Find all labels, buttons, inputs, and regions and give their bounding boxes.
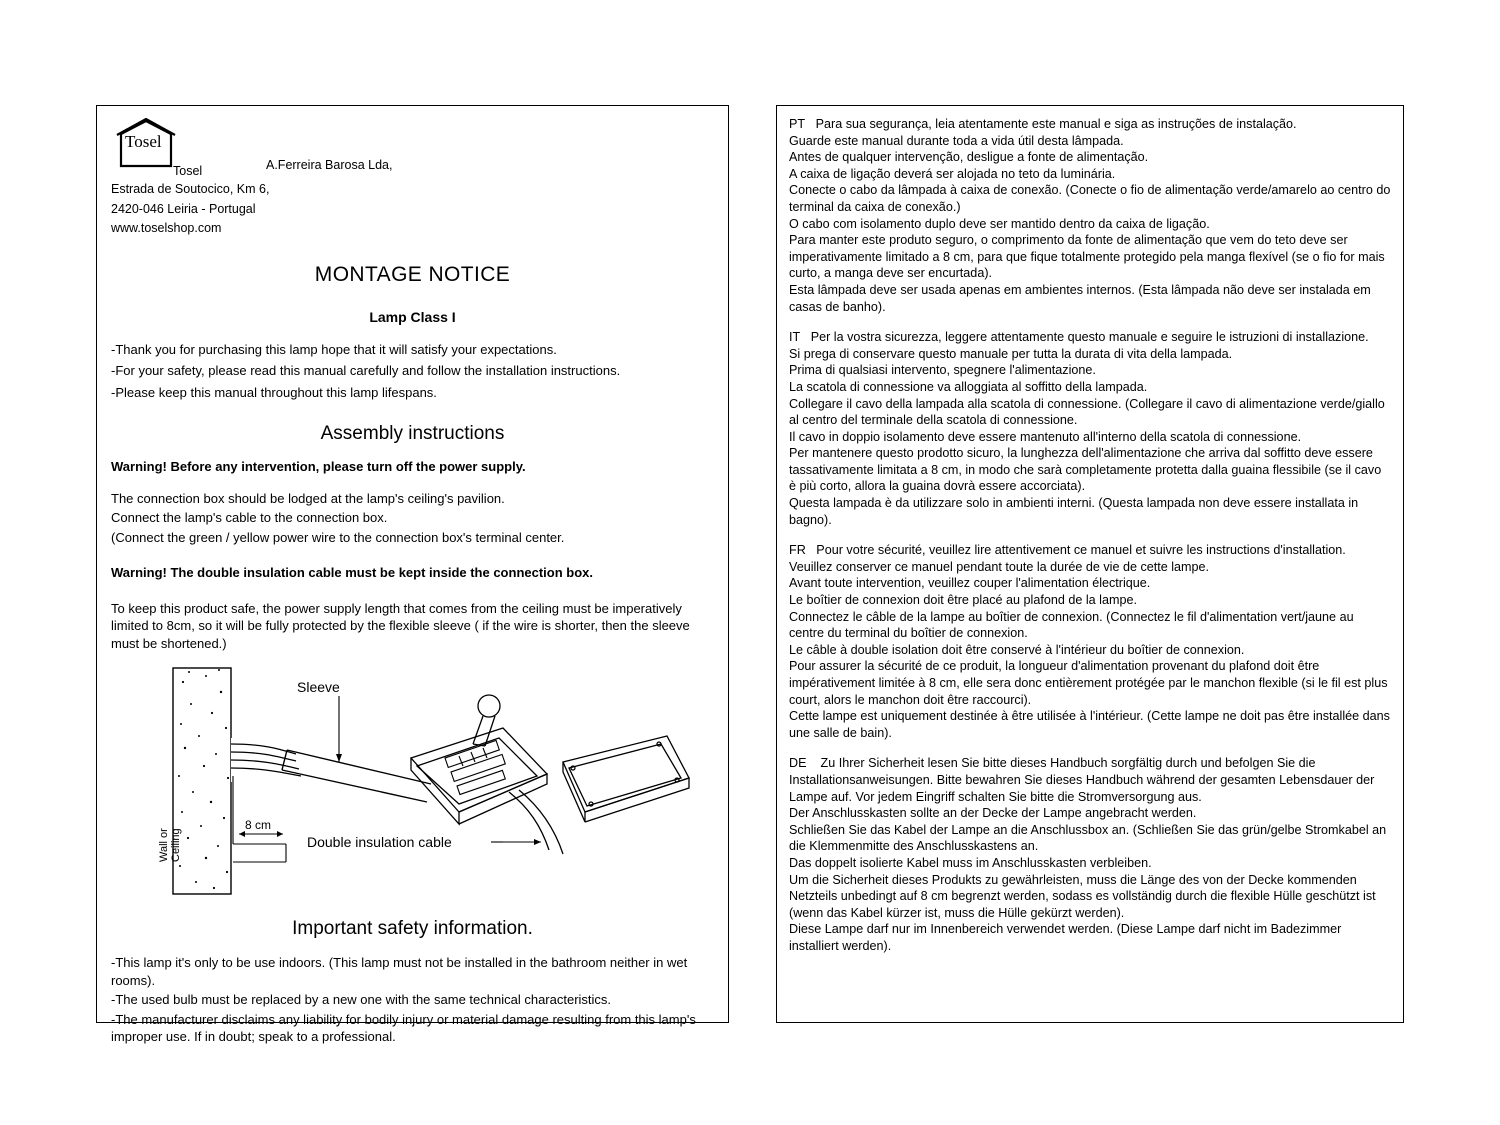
de-line-1 — [789, 755, 1391, 805]
pt-line-4: A caixa de ligação deverá ser alojada no teto da luminária. — [789, 166, 1116, 181]
pt-line-8: Esta lâmpada deve ser usada apenas em ambientes internos. (Esta lâmpada não deve ser instalada em casas de banho). — [789, 282, 1371, 314]
pt-text-1: Para sua segurança, leia atentamente este manual e siga as instruções de instalação. — [815, 117, 1297, 131]
safety-heading: Important safety information. — [292, 918, 533, 939]
wall-ceiling-label-2: Ceiling — [170, 828, 182, 862]
pt-line-2: Guarde este manual durante toda a vida útil desta lâmpada. — [789, 133, 1124, 148]
left-page-panel — [96, 105, 729, 1044]
assembly-heading: Assembly instructions — [320, 423, 505, 444]
fr-line-4: Connectez le câble de la lampe au boîtier de connexion. (Connectez le fil d'alimentation vert/jaune au centre du terminal du boîtier de connexion. — [789, 609, 1354, 641]
note-power-length: To keep this product safe, the power supply length that comes from the ceiling must be imperatively limited to 8cm, so it will be fully protected by the flexible sleeve ( if the wire is shorter, then the sleeve must be shortened.) — [111, 600, 690, 651]
intro-line-2: -For your safety, please read this manual carefully and follow the installation instructions. — [111, 363, 621, 378]
pt-line-6: O cabo com isolamento duplo deve ser mantido dentro da caixa de ligação. — [789, 216, 1210, 231]
pt-line-7: Para manter este produto seguro, o comprimento da fonte de alimentação que vem do teto deve ser imperativamente limitado a 8 cm, para que fique totalmente protegido pela manga flexível (se o fio for mais curto, a manga deve ser encurtada). — [789, 233, 1385, 281]
fr-line-7: Cette lampe est uniquement destinée à être utilisée à l'intérieur. (Cette lampe ne doit pas être installée dans une salle de bain). — [789, 709, 1390, 740]
it-text-1: Per la vostra sicurezza, leggere attentamente questo manuale e seguire le istruzioni di installazione. — [810, 330, 1369, 345]
logo-inner-text: Tosel — [125, 132, 162, 151]
address-line-1: Estrada de Soutocico, Km 6, — [111, 182, 270, 196]
measure-label: 8 cm — [245, 818, 272, 832]
de-text-1: Zu Ihrer Sicherheit lesen Sie bitte dieses Handbuch sorgfältig durch und befolgen Sie die Installationsanweisungen. Bitte bewahren Sie dieses Handbuch während der gesamten Lebensdauer der Lampe auf. Vor jedem Eingriff schalten Sie bitte die Stromversorgung aus. — [789, 756, 1375, 804]
pt-line-3: Antes de qualquer intervenção, desligue a fonte de alimentação. — [789, 150, 1149, 165]
right-page-panel — [776, 105, 1404, 1023]
it-line-4: La scatola di connessione va alloggiata al soffitto della lampada. — [789, 379, 1148, 394]
fr-line-6: Pour assurer la sécurité de ce produit, la longueur d'alimentation provenant du plafond doit être impérativement limitée à 8 cm, elle sera donc entièrement protégée par le manchon flexible (si le fil est plus court, alors le manchon doit être raccourci). — [789, 659, 1388, 707]
intro-line-1: -Thank you for purchasing this lamp hope that it will satisfy your expectations. — [111, 341, 557, 357]
de-line-6: Diese Lampe darf nur im Innenbereich verwendet werden. (Diese Lampe darf nicht im Badezimmer installiert werden). — [789, 922, 1342, 953]
page-subtitle: Lamp Class I — [369, 308, 456, 325]
step-line-2: Connect the lamp's cable to the connection box. — [111, 510, 388, 525]
it-line-1 — [789, 329, 1391, 346]
de-line-5: Um die Sicherheit dieses Produkts zu gewährleisten, muss die Länge des von der Decke kommenden Netzteils unbedingt auf 8 cm begrenzt werden, sodass es vollständig durch die flexible Hülle geschützt ist (wenn das Kabel kürzer ist, muss die Hülle gekürzt werden). — [789, 872, 1376, 920]
logo-wordmark: Tosel — [173, 164, 203, 178]
assembly-diagram — [111, 666, 714, 898]
it-line-6: Il cavo in doppio isolamento deve essere mantenuto all'interno della scatola di connessione. — [789, 429, 1302, 444]
fr-line-3: Le boîtier de connexion doit être placé au plafond de la lampe. — [789, 593, 1137, 608]
page-title: MONTAGE NOTICE — [314, 262, 511, 286]
fr-language-code: FR — [789, 543, 806, 558]
pt-line-5: Conecte o cabo da lâmpada à caixa de conexão. (Conecte o fio de alimentação verde/amarelo ao centro do terminal da caixa de conexão.) — [789, 183, 1391, 214]
it-line-3: Prima di qualsiasi intervento, spegnere l'alimentazione. — [789, 363, 1096, 378]
de-line-3: Schließen Sie das Kabel der Lampe an die Anschlussbox an. (Schließen Sie das grün/gelbe Stromkabel an die Klemmenmitte des Anschlusskastens an. — [789, 822, 1387, 854]
language-block-pt — [789, 116, 1391, 315]
de-line-2: Der Anschlusskasten sollte an der Decke der Lampe angebracht werden. — [789, 806, 1197, 821]
pt-line-1 — [789, 116, 1391, 133]
it-line-2: Si prega di conservare questo manuale per tutta la durata di vita della lampada. — [789, 346, 1233, 361]
sleeve-label: Sleeve — [297, 679, 340, 695]
fr-line-1 — [789, 542, 1391, 575]
fr-line-5: Le câble à double isolation doit être conservé à l'intérieur du boîtier de connexion. — [789, 642, 1245, 657]
double-insulation-cable-label: Double insulation cable — [307, 834, 452, 850]
it-line-8: Questa lampada è da utilizzare solo in ambienti interni. (Questa lampada non deve essere installata in bagno). — [789, 496, 1359, 527]
assembly-diagram-svg — [111, 666, 711, 898]
address-line-2: 2420-046 Leiria - Portugal — [111, 201, 256, 216]
brand-block — [111, 116, 714, 178]
fr-line-2: Avant toute intervention, veuillez couper l'alimentation électrique. — [789, 576, 1151, 591]
step-line-1: The connection box should be lodged at the lamp's ceiling's pavilion. — [111, 490, 505, 506]
de-language-code: DE — [789, 756, 807, 771]
fr-text-1: Pour votre sécurité, veuillez lire attentivement ce manuel et suivre les instructions d'installation. Veuillez conserver ce manuel pendant toute la durée de vie de cette lampe. — [789, 543, 1346, 574]
website-link[interactable]: www.toselshop.com — [111, 221, 222, 235]
wall-ceiling-label-1: Wall or — [158, 828, 170, 862]
warning-double-insulation: Warning! The double insulation cable must be kept inside the connection box. — [111, 565, 594, 580]
language-block-fr — [789, 542, 1391, 741]
warning-power-supply: Warning! Before any intervention, please turn off the power supply. — [111, 459, 526, 474]
intro-line-3: -Please keep this manual throughout this lamp lifespans. — [111, 384, 437, 400]
safety-line-3: -The manufacturer disclaims any liability for bodily injury or material damage resulting from this lamp's improper use. If in doubt; speak to a professional. — [111, 1011, 696, 1044]
it-line-5: Collegare il cavo della lampada alla scatola di connessione. (Collegare il cavo di alimentazione verde/giallo al centro del terminale della scatola di connessione. — [789, 396, 1385, 428]
safety-line-1: -This lamp it's only to be use indoors. (This lamp must not be installed in the bathroom neither in wet rooms). — [111, 955, 688, 988]
it-language-code: IT — [789, 330, 801, 345]
it-line-7: Per mantenere questo prodotto sicuro, la lunghezza dell'alimentazione che arriva dal soffitto deve essere tassativamente limitata a 8 cm, in modo che sarà completamente protetta dalla guaina flessibile (se il cavo è più corto, allora la guaina dovrà essere accorciata). — [789, 446, 1382, 494]
pt-language-code: PT — [789, 117, 806, 131]
company-name: A.Ferreira Barosa Lda, — [266, 158, 393, 172]
language-block-it — [789, 329, 1391, 528]
de-line-4: Das doppelt isolierte Kabel muss im Anschlusskasten verbleiben. — [789, 855, 1152, 870]
language-block-de — [789, 755, 1391, 954]
step-line-3: (Connect the green / yellow power wire to the connection box's terminal center. — [111, 529, 565, 545]
safety-line-2: -The used bulb must be replaced by a new one with the same technical characteristics. — [111, 992, 612, 1007]
